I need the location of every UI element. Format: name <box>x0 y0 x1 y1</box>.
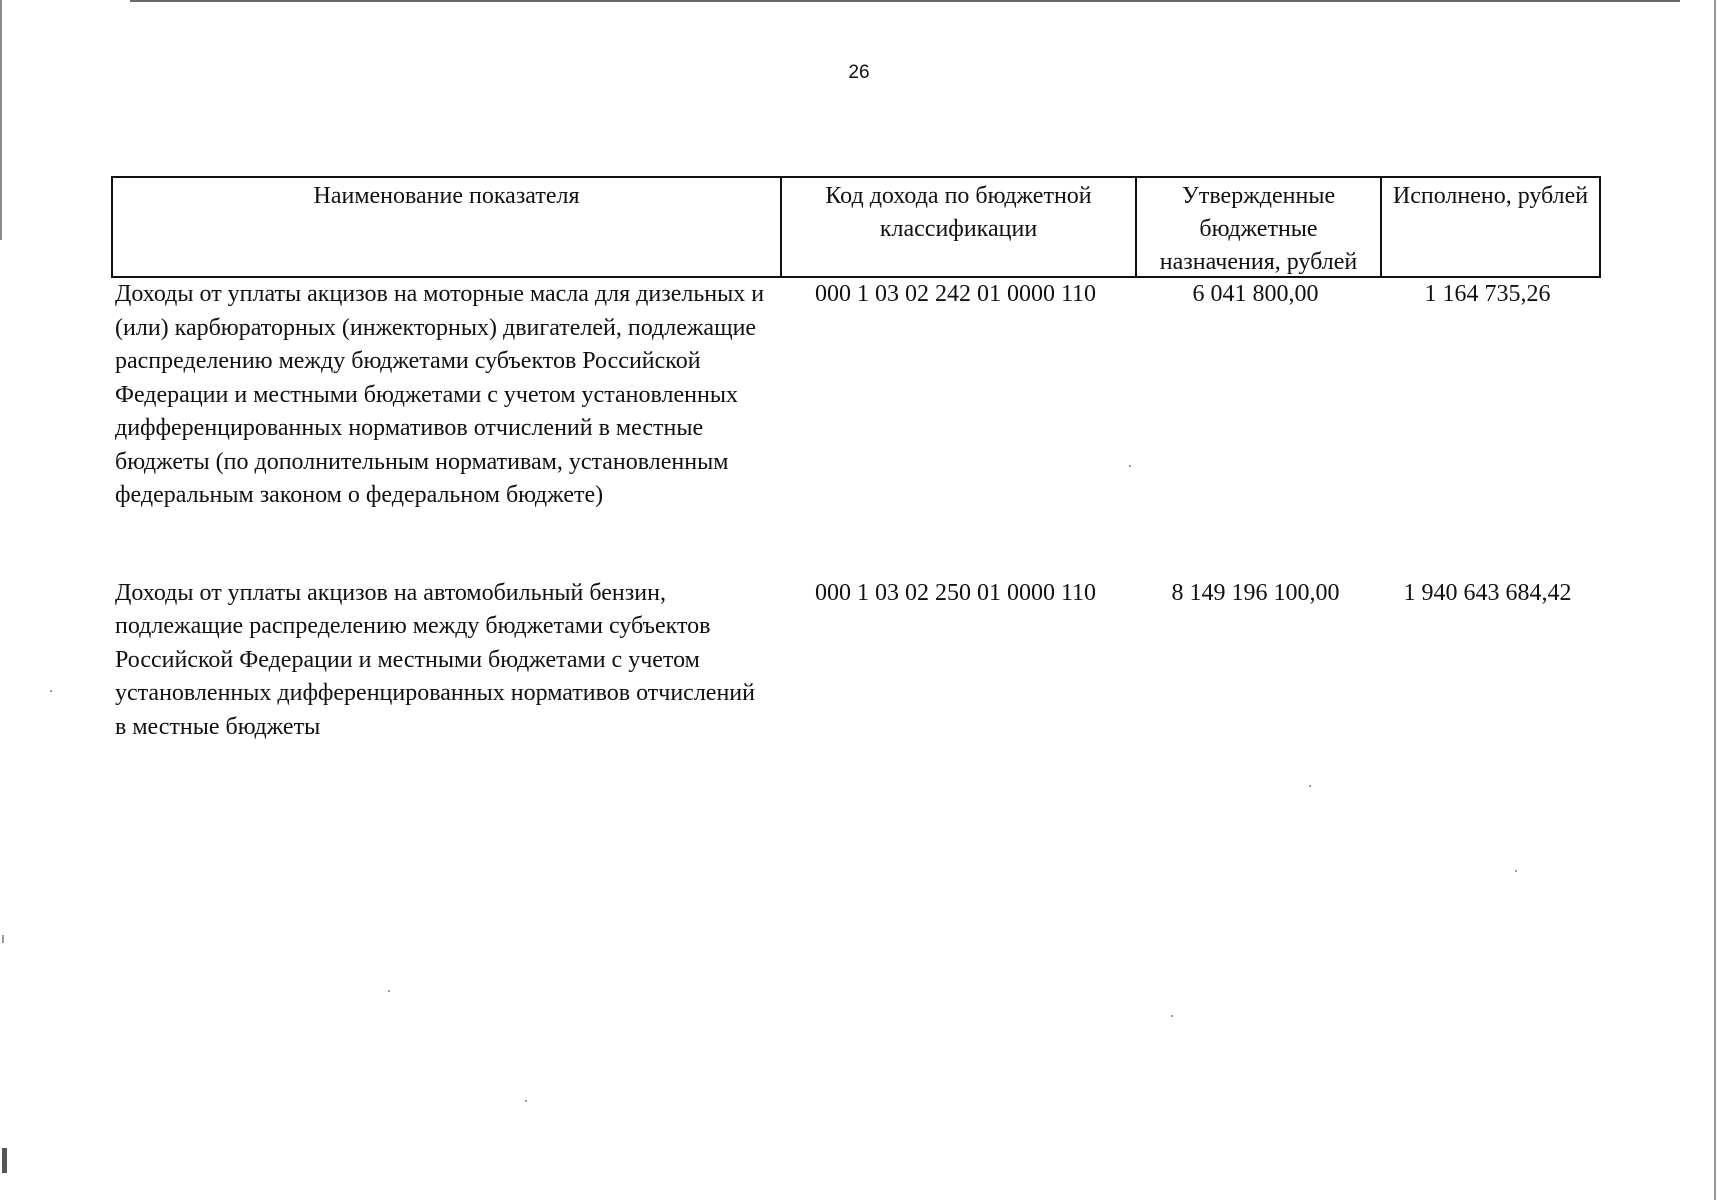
scan-speck <box>1515 870 1517 872</box>
table-header <box>111 176 1601 278</box>
row-plan: 6 041 800,00 <box>1192 281 1319 307</box>
scan-speck <box>388 990 390 992</box>
header-plan: Утвержденные бюджетные назначения, рублей <box>1135 178 1380 276</box>
header-name: Наименование показателя <box>313 183 580 209</box>
row-name: Доходы от уплаты акцизов на моторные масла для дизельных и (или) карбюраторных (инжекторных) двигателей, подлежащие распределению между бюджетами субъектов Российской Федерации и местными бюджетами с учетом установленных дифференцированных нормативов отчислений в местные бюджеты (по дополнительным нормативам, установленным федеральным законом о федеральном бюджете) <box>115 281 765 508</box>
scan-speck <box>2 1148 7 1173</box>
scan-speck <box>2 935 4 943</box>
row-plan: 8 149 196 100,00 <box>1171 579 1340 606</box>
scan-border-top <box>130 0 1680 2</box>
table-row <box>111 577 1601 745</box>
row-done: 1 164 735,26 <box>1424 281 1551 307</box>
scan-border-right <box>1714 0 1716 1200</box>
scan-speck <box>1129 465 1131 467</box>
row-code: 000 1 03 02 242 01 0000 110 <box>814 281 1097 307</box>
scan-speck <box>1309 785 1311 787</box>
row-done: 1 940 643 684,42 <box>1403 579 1572 606</box>
page-number: 26 <box>848 62 870 83</box>
row-name: Доходы от уплаты акцизов на автомобильный бензин, подлежащие распределению между бюджетами субъектов Российской Федерации и местными бюджетами с учетом установленных дифференцированных нормативов отчислений в местные бюджеты <box>115 579 755 740</box>
scan-speck <box>525 1100 527 1102</box>
scan-border-left <box>0 0 2 240</box>
header-code: Код дохода по бюджетной классификации <box>780 178 1135 276</box>
revenue-table <box>111 176 1601 744</box>
scan-speck <box>50 690 52 692</box>
row-code: 000 1 03 02 250 01 0000 110 <box>814 579 1097 606</box>
table-row <box>111 278 1601 513</box>
header-done: Исполнено, рублей <box>1380 178 1599 276</box>
scan-speck <box>1171 1015 1173 1017</box>
